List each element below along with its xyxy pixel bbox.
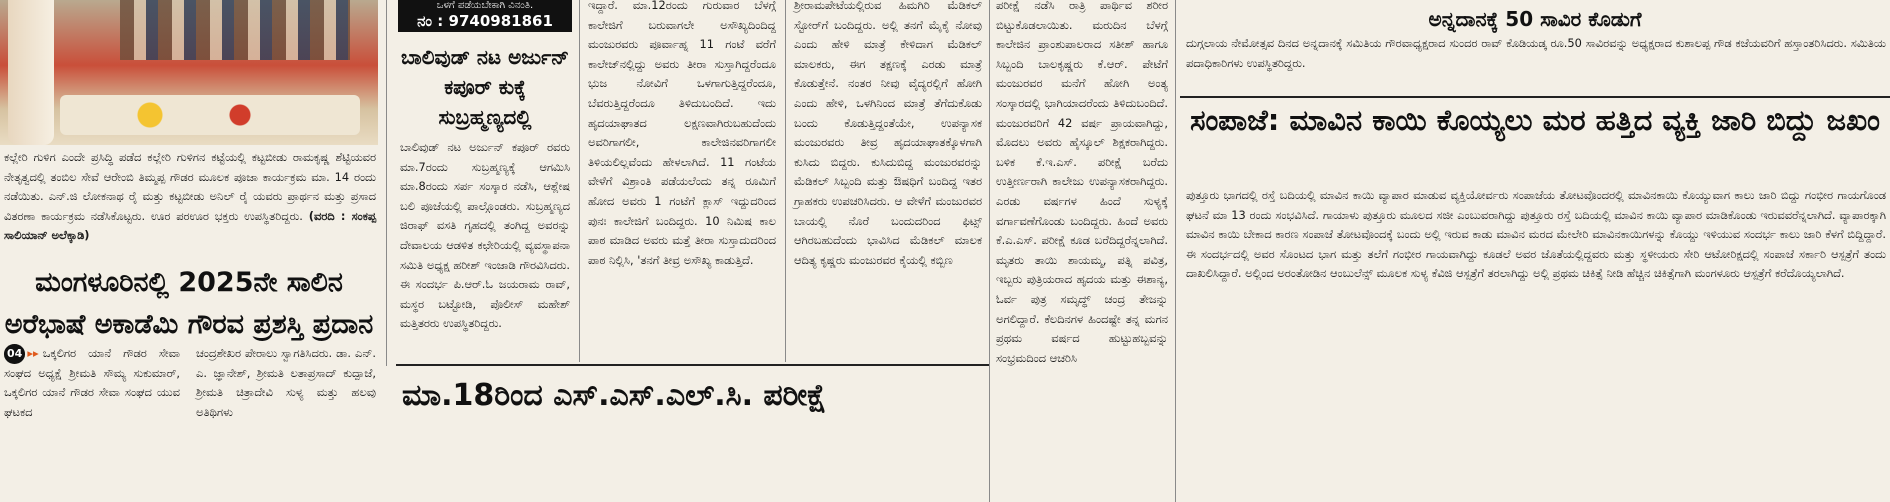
arrow-icon: ▸▸: [27, 346, 39, 360]
annadana-body: ದುಗ್ಗಲಾಯ ನೇಮೋತ್ಸವ ದಿನದ ಅನ್ನದಾನಕ್ಕೆ ಸಮಿತಿಯ ಗೌರವಾಧ್ಯಕ್ಷರಾದ ಸುಂದರ ರಾವ್ ಕೊಡಿಯಡ್ಕ ರೂ.50 ಸಾವಿರವನ್ನು ಅಧ್ಯಕ್ಷರಾದ ಕುಶಾಲಪ್ಪ ಗೌಡ ಕಜೆಯವರಿಗೆ ಹಸ್ತಾಂತರಿಸಿದರು. ಸಮಿತಿಯ ಪದಾಧಿಕಾರಿಗಳು ಉಪಸ್ಥಿತರಿದ್ದರು.: [1186, 36, 1886, 70]
lecturer-body-part2: ಶ್ರೀರಾಮಪೇಟೆಯಲ್ಲಿರುವ ಹಿಮಗಿರಿ ಮೆಡಿಕಲ್ ಸ್ಟೋರ್‌ಗೆ ಬಂದಿದ್ದರು. ಅಲ್ಲಿ ತನಗೆ ಮೈಕೈ ನೋವು ಎಂದು ಹೇಳಿ ಮಾತ್ರೆ ಕೇಳಿದಾಗ ಮೆಡಿಕಲ್ ಮಾಲಕರು, ಈಗ ತಕ್ಷಣಕ್ಕೆ ಎರಡು ಮಾತ್ರೆ ಕೊಡುತ್ತೇನೆ. ನಂತರ ನೀವು ವೈದ್ಯರಲ್ಲಿಗೆ ಹೋಗಿ ಎಂದು ಹೇಳಿ, ಒಳಗಿನಿಂದ ಮಾತ್ರೆ ತೆಗೆದುಕೊಡು ಬಂದು ಕೊಡುತ್ತಿದ್ದಂತೆಯೇ, ಉಪನ್ಯಾಸಕ ಮಂಜುರವರು ತೀವ್ರ ಹೃದಯಾಘಾತಕ್ಕೊಳಗಾಗಿ ಕುಸಿದು ಬಿದ್ದರು. ಕುಸಿದುಬಿದ್ದ ಮಂಜುರವರನ್ನು ಮೆಡಿಕಲ್ ಸಿಬ್ಬಂದಿ ಮತ್ತು ಔಷಧಿಗೆ ಬಂದಿದ್ದ ಇತರ ಗ್ರಾಹಕರು ಉಪಚರಿಸಿದರು. ಆ ವೇಳೆಗೆ ಮಂಜುರವರ ಬಾಯಲ್ಲಿ ನೊರೆ ಬಂದುದರಿಂದ ಫಿಟ್ಸ್ ಆಗಿರಬಹುದೆಂದು ಭಾವಿಸಿದ ಮೆಡಿಕಲ್ ಮಾಲಕ ಆದಿತ್ಯ ಕೃಷ್ಣರು ಮಂಜುರವರ ಕೈಯಲ್ಲಿ ಕಬ್ಬಿಣ: [794, 0, 982, 267]
photo-priest-figure: [8, 0, 54, 145]
caption-credit: (ವರದಿ : ಸಂಕಪ್ಪ ಸಾಲಿಯಾನ್ ಅಲೆಕ್ಕಾಡಿ): [4, 208, 377, 243]
phone-advertisement: [398, 0, 572, 32]
photo-crowd: [120, 0, 350, 60]
column-divider: [785, 0, 786, 362]
arjun-kapoor-body: ಬಾಲಿವುಡ್ ನಟ ಅರ್ಜುನ್ ಕಪೂರ್ ರವರು ಮಾ.7ರಂದು ಸುಬ್ರಹ್ಮಣ್ಯಕ್ಕೆ ಆಗಮಿಸಿ ಮಾ.8ರಂದು ಸರ್ಪ ಸಂಸ್ಕಾರ ನಡೆಸಿ, ಆಶ್ಲೇಷ ಬಲಿ ಪೂಜೆಯಲ್ಲಿ ಪಾಲ್ಗೊಂಡರು. ಸುಬ್ರಹ್ಮಣ್ಯದ ಜಿರಾಫ್ ವಸತಿ ಗೃಹದಲ್ಲಿ ತಂಗಿದ್ದ ಅವರನ್ನು ದೇವಾಲಯ ಆಡಳಿತ ಕಛೇರಿಯಲ್ಲಿ ವ್ಯವಸ್ಥಾಪನಾ ಸಮಿತಿ ಅಧ್ಯಕ್ಷ ಹರೀಶ್ ಇಂಜಾಡಿ ಗೌರವಿಸಿದರು. ಈ ಸಂದರ್ಭ ಪಿ.ಆರ್.ಓ ಜಯರಾಮ ರಾವ್, ಮಸ್ಥರ ಬಟ್ಟೋಡಿ, ಪೊಲೀಸ್ ಮಹೇಶ್ ಮತ್ತಿತರರು ಉಪಸ್ಥಿತರಿದ್ದರು.: [400, 140, 570, 331]
page-badge: 04: [4, 344, 25, 364]
column-divider: [386, 0, 387, 366]
sampaje-body: ಪುತ್ತೂರು ಭಾಗದಲ್ಲಿ ರಸ್ತೆ ಬದಿಯಲ್ಲಿ ಮಾವಿನ ಕಾಯಿ ವ್ಯಾಪಾರ ಮಾಡುವ ವ್ಯಕ್ತಿಯೋರ್ವರು ಸಂಪಾಜೆಯ ತೋಟವೊಂದರಲ್ಲಿ ಮಾವಿನಕಾಯಿ ಕೊಯ್ಯುವಾಗ ಕಾಲು ಜಾರಿ ಬಿದ್ದು ಗಂಭೀರ ಗಾಯಗೊಂಡ ಘಟನೆ ಮಾ 13 ರಂದು ಸಂಭವಿಸಿದೆ. ಗಾಯಾಳು ಪುತ್ತೂರು ಮೂಲದ ಸಜೀ ಎಂಬುವರಾಗಿದ್ದು ಪುತ್ತೂರು ರಸ್ತೆ ಬದಿಯಲ್ಲಿ ಮಾವಿನ ಕಾಯಿ ವ್ಯಾಪಾರ ಮಾಡಿಕೊಂಡು ಇರುವವರೆನ್ನಲಾಗಿದೆ. ವ್ಯಾಪಾರಕ್ಕಾಗಿ ಮಾವಿನ ಕಾಯಿ ಬೇಕಾದ ಕಾರಣ ಸಂಪಾಜೆ ತೋಟವೊಂದಕ್ಕೆ ಬಂದು ಅಲ್ಲಿ ಇರುವ ಕಾಡು ಮಾವಿನ ಮರದ ಮೇಲೇರಿ ಮಾವಿನಕಾಯಿಗಳನ್ನು ಕೊಯ್ದು ಇಳಿಯುವ ಸಂದರ್ಭ ಕಾಲು ಜಾರಿ ಕೆಳಗೆ ಬಿದ್ದಿದ್ದಾರೆ. ಈ ಸಂದರ್ಭದಲ್ಲಿ ಅವರ ಸೊಂಟದ ಭಾಗ ಮತ್ತು ತಲೆಗೆ ಗಂಭೀರ ಗಾಯವಾಗಿದ್ದು ಕೂಡಲೆ ಅವರ ಜೊತೆಯಲ್ಲಿದ್ದವರು ಮತ್ತು ಸ್ಥಳೀಯರು ಸೇರಿ ಆಟೋರಿಕ್ಷದಲ್ಲಿ ಸಂಪಾಜೆ ಸರ್ಕಾರಿ ಆಸ್ಪತ್ರೆಗೆ ತಂದು ದಾಖಲಿಸಿದ್ದಾರೆ. ಅಲ್ಲಿಂದ ಅರಂತೋಡಿನ ಆಂಬುಲೆನ್ಸ್ ಮೂಲಕ ಸುಳ್ಯ ಕೆವಿಜಿ ಆಸ್ಪತ್ರೆಗೆ ತರಲಾಗಿದ್ದು ಅಲ್ಲಿ ಪ್ರಥಮ ಚಿಕಿತ್ಸೆ ನೀಡಿ ಹೆಚ್ಚಿನ ಚಿಕಿತ್ಸೆಗಾಗಿ ಮಂಗಳೂರು ಆಸ್ಪತ್ರೆಗೆ ಕರೆದೊಯ್ಯಲಾಗಿದೆ.: [1186, 188, 1886, 281]
academy-body-part2: ಚಂದ್ರಶೇಖರ ಪೇರಾಲು ಸ್ವಾಗತಿಸಿದರು. ಡಾ. ಎನ್. ಎ. ಜ್ಞಾನೇಶ್, ಶ್ರೀಮತಿ ಲತಾಪ್ರಸಾದ್ ಕುದ್ಪಾಜೆ, ಶ್ರೀಮತಿ ಚಿತ್ರಾದೇವಿ ಸುಳ್ಯ ಮತ್ತು ಹಲವು ಅತಿಥಿಗಳು: [196, 346, 376, 419]
photo-offerings: [60, 95, 360, 135]
column-divider: [989, 0, 990, 502]
article-sampaje-column: [1180, 0, 1890, 502]
academy-body-text1: ಒಕ್ಕಲಿಗರ ಯಾನೆ ಗೌಡರ ಸೇವಾ ಸಂಘದ ಅಧ್ಯಕ್ಷೆ ಶ್ರೀಮತಿ ಸೌಮ್ಯ ಸುಕುಮಾರ್, ಒಕ್ಕಲಿಗರ ಯಾನೆ ಗೌಡರ ಸೇವಾ ಸಂಘದ ಯುವ ಘಟಕದ: [4, 346, 180, 419]
academy-body-part1: [4, 344, 180, 422]
caption-text: ಕಲ್ಲೇರಿ ಗುಳಿಗ ಎಂದೇ ಪ್ರಸಿದ್ಧಿ ಪಡೆದ ಕಲ್ಲೇರಿ ಗುಳಿಗನ ಕಟ್ಟೆಯಲ್ಲಿ ಕಟ್ಟಬೀಡು ರಾಮಕೃಷ್ಣ ಶೆಟ್ಟಿಯವರ ನೇತೃತ್ವದಲ್ಲಿ ತಂಬಿಲ ಸೇವೆ ಆರೇಂಬಿ ತಿಮ್ಮಪ್ಪ ಗೌಡರ ಮೂಲಕ ಪೂಜಾ ಕಾರ್ಯಕ್ರಮ ಮಾ. 14 ರಂದು ನಡೆಯಿತು. ಎನ್.ಜಿ ಲೋಕನಾಥ ರೈ ಮತ್ತು ಕಟ್ಟಬೀಡು ಅನಿಲ್ ರೈ ಯವರು ಪ್ರಾರ್ಥನ ಮತ್ತು ಪ್ರಸಾದ ವಿತರಣಾ ಕಾರ್ಯಕ್ರಮ ನಡೆಸಿಕೊಟ್ಟರು. ಊರ ಪರಊರ ಭಕ್ತರು ಉಪಸ್ಥಿತರಿದ್ದರು.: [4, 150, 376, 223]
column-divider: [1175, 0, 1176, 502]
article-bollywood-column: [396, 0, 574, 502]
column-divider: [579, 0, 580, 362]
headline-academy-award: ಮಂಗಳೂರಿನಲ್ಲಿ 2025ನೇ ಸಾಲಿನ ಅರೆಭಾಷೆ ಅಕಾಡೆಮಿ ಗೌರವ ಪ್ರಶಸ್ತಿ ಪ್ರದಾನ: [4, 267, 374, 340]
headline-sampaje-accident: ಸಂಪಾಜೆ: ಮಾವಿನ ಕಾಯಿ ಕೊಯ್ಯಲು ಮರ ಹತ್ತಿದ ವ್ಯಕ್ತಿ ಜಾರಿ ಬಿದ್ದು ಜಖಂ: [1190, 103, 1880, 137]
article-lecturer-column-2: [790, 0, 986, 362]
ad-phone-number: ನಂ : 9740981861: [417, 12, 553, 30]
article-lecturer-column-1: [584, 0, 780, 362]
section-rule: [1180, 96, 1890, 98]
lecturer-body-part3: ಪರೀಕ್ಷೆ ನಡೆಸಿ ರಾತ್ರಿ ಪಾರ್ಥಿವ ಶರೀರ ಬಿಟ್ಟುಕೊಡಲಾಯಿತು. ಮರುದಿನ ಬೆಳಗ್ಗೆ ಕಾಲೇಜಿನ ಪ್ರಾಂಶುಪಾಲರಾದ ಸತೀಶ್ ಹಾಗೂ ಸಿಬ್ಬಂದಿ ಬಾಲಕೃಷ್ಣರು ಕೆ.ಆರ್. ಪೇಟೆಗೆ ಮಂಜುರವರ ಮನೆಗೆ ಹೋಗಿ ಅಂತ್ಯ ಸಂಸ್ಕಾರದಲ್ಲಿ ಭಾಗಿಯಾದರೆಂದು ತಿಳಿದುಬಂದಿದೆ. ಮಂಜುರವರಿಗೆ 42 ವರ್ಷ ಪ್ರಾಯವಾಗಿದ್ದು, ಮೊದಲು ಅವರು ಹೈಸ್ಕೂಲ್ ಶಿಕ್ಷಕರಾಗಿದ್ದರು. ಬಳಿಕ ಕೆ.ಇ.ಎಸ್. ಪರೀಕ್ಷೆ ಬರೆದು ಉತ್ತೀರ್ಣರಾಗಿ ಕಾಲೇಜು ಉಪನ್ಯಾಸಕರಾಗಿದ್ದರು. ಎರಡು ವರ್ಷಗಳ ಹಿಂದೆ ಸುಳ್ಯಕ್ಕೆ ವರ್ಗಾವಣೆಗೊಂಡು ಬಂದಿದ್ದರು. ಹಿಂದೆ ಅವರು ಕೆ.ಎ.ಎಸ್. ಪರೀಕ್ಷೆ ಕೂಡ ಬರೆದಿದ್ದರೆನ್ನಲಾಗಿದೆ. ಮೃತರು ತಾಯಿ ಶಾಯಮ್ಮ, ಪತ್ನಿ ಪವಿತ್ರ, ಇಬ್ಬರು ಪುತ್ರಿಯರಾದ ಹೃದಯ ಮತ್ತು ಈಶಾನ್ಯ, ಓರ್ವ ಪುತ್ರ ಸಮೃದ್ಧ್ ಚಂದ್ರ ತೇಜನ್ನು ಅಗಲಿದ್ದಾರೆ. ಕೆಲದಿನಗಳ ಹಿಂದಷ್ಟೇ ತನ್ನ ಮಗನ ಪ್ರಥಮ ವರ್ಷದ ಹುಟ್ಟುಹಬ್ಬವನ್ನು ಸಂಭ್ರಮದಿಂದ ಆಚರಿಸಿ: [996, 0, 1168, 365]
ad-line-1: ಒಳಗೆ ಪಡೆಯಬೇಕಾಗಿ ವಿನಂತಿ.: [436, 0, 534, 11]
headline-annadana: ಅನ್ನದಾನಕ್ಕೆ 50 ಸಾವಿರ ಕೊಡುಗೆ: [1428, 7, 1642, 31]
article-lecturer-column-3: [992, 0, 1170, 502]
article-mangaluru-column: [0, 0, 378, 502]
photo-caption: [4, 148, 376, 246]
headline-sslc-exam: ಮಾ.18ರಿಂದ ಎಸ್.ಎಸ್.ಎಲ್.ಸಿ. ಪರೀಕ್ಷೆ: [402, 378, 827, 413]
lecturer-body-part1: ಇದ್ದಾರೆ. ಮಾ.12ರಂದು ಗುರುವಾರ ಬೆಳಗ್ಗೆ ಕಾಲೇಜಿಗೆ ಬರುವಾಗಲೇ ಅಸೌಖ್ಯದಿಂದಿದ್ದ ಮಂಜುರವರು ಪೂರ್ವಾಹ್ನ 11 ಗಂಟೆ ವರೆಗೆ ಕಾಲೇಜ್‌ನಲ್ಲಿದ್ದು ಅವರು ತೀರಾ ಸುಸ್ತಾಗಿದ್ದರೆಂದೂ ಭುಜ ನೋವಿಗೆ ಒಳಗಾಗುತ್ತಿದ್ದರೆಂದೂ, ಬೆವರುತ್ತಿದ್ದರೆಂದೂ ತಿಳಿದುಬಂದಿದೆ. ಇದು ಹೃದಯಾಘಾತದ ಲಕ್ಷಣವಾಗಿರುಬಹುದೆಂದು ಅವರಿಗಾಗಲೀ, ಕಾಲೇಜಿನವರಿಗಾಗಲೀ ತಿಳಿಯಲಿಲ್ಲವೆಂದು ಹೇಳಲಾಗಿದೆ. 11 ಗಂಟೆಯ ವೇಳೆಗೆ ವಿಶ್ರಾಂತಿ ಪಡೆಯಲೆಂದು ತನ್ನ ರೂಮಿಗೆ ಹೋದ ಅವರು 1 ಗಂಟೆಗೆ ಕ್ಲಾಸ್ ಇದ್ದುದರಿಂದ ಪುನಃ ಕಾಲೇಜಿಗೆ ಬಂದಿದ್ದರು. 10 ನಿಮಿಷ ಕಾಲ ಪಾಠ ಮಾಡಿದ ಅವರು ಮತ್ತೆ ತೀರಾ ಸುಸ್ತಾದುದರಿಂದ ಪಾಠ ನಿಲ್ಲಿಸಿ, 'ತನಗೆ ತೀವ್ರ ಅಸೌಖ್ಯ ಕಾಡುತ್ತಿದೆ.: [588, 0, 776, 267]
headline-arjun-kapoor: ಬಾಲಿವುಡ್ ನಟ ಅರ್ಜುನ್ ಕಪೂರ್ ಕುಕ್ಕೆ ಸುಬ್ರಹ್ಮಣ್ಯದಲ್ಲಿ: [400, 45, 570, 129]
ritual-photo: [0, 0, 378, 145]
